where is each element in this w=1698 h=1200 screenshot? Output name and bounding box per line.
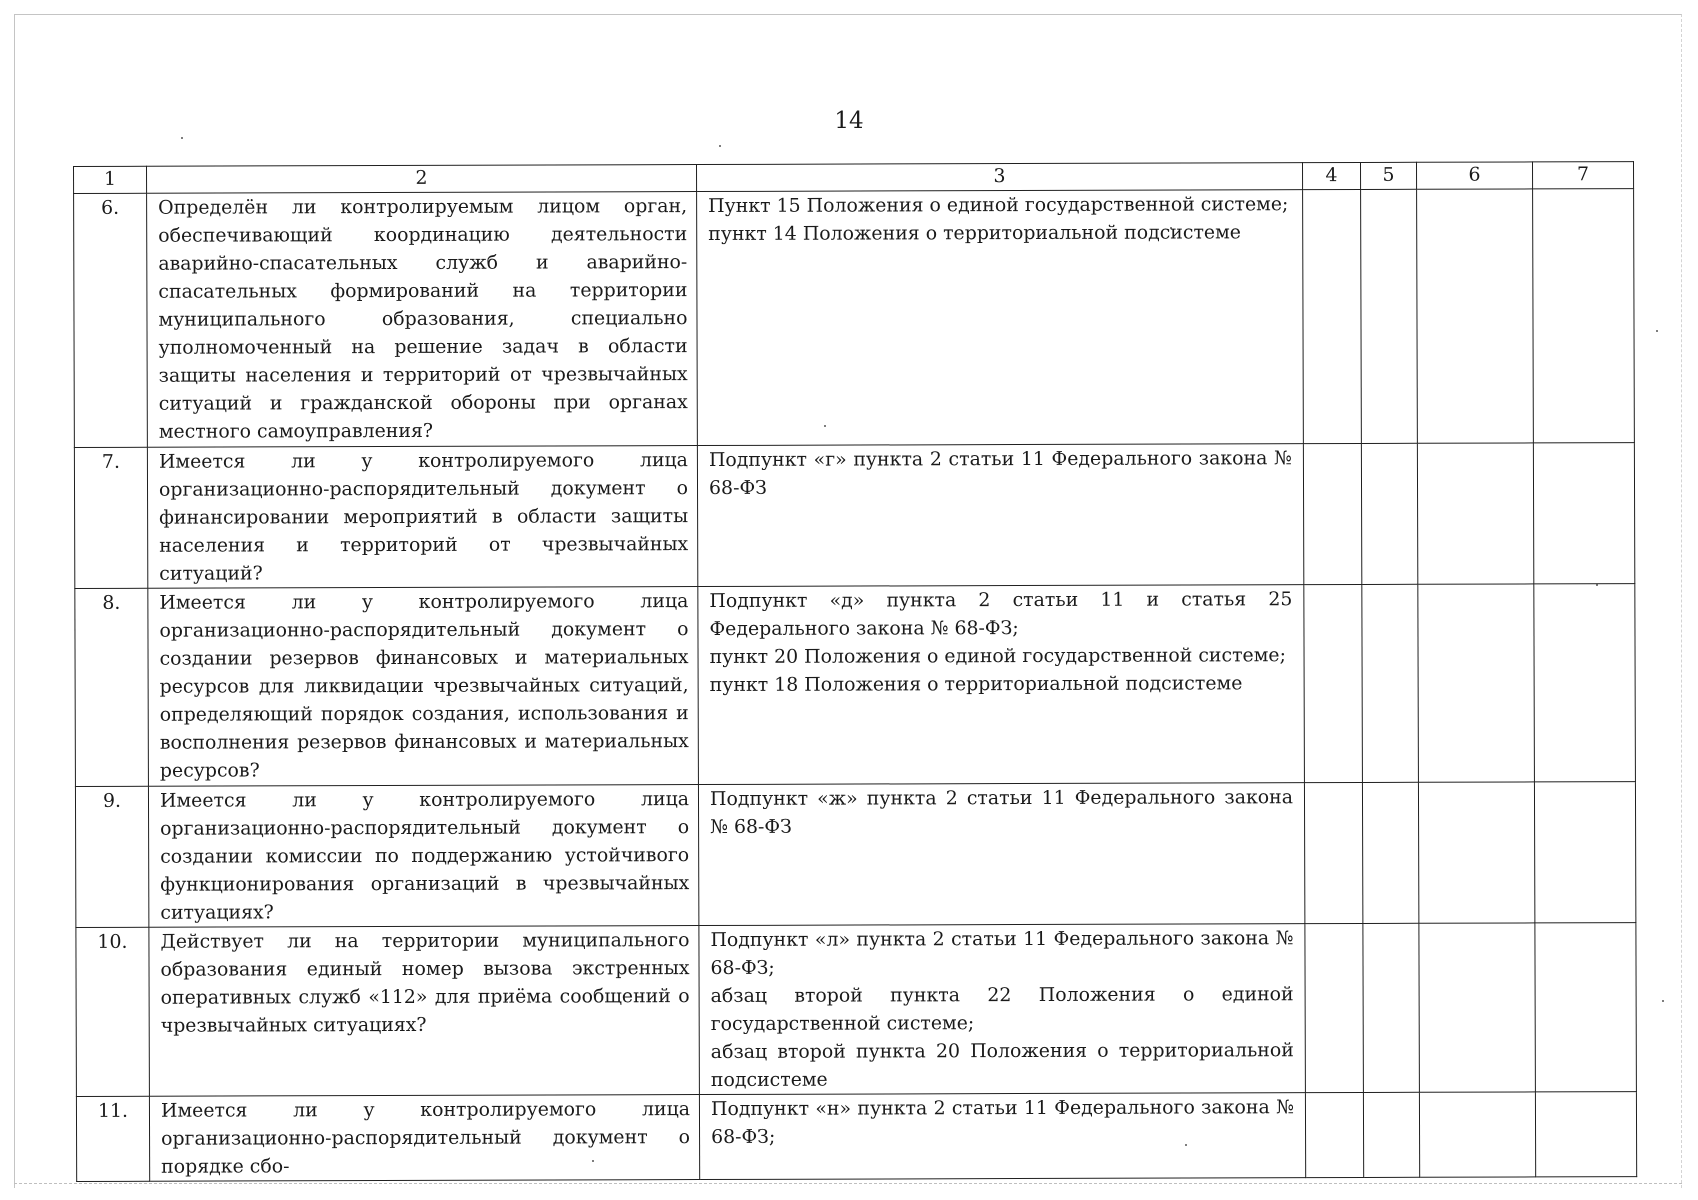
mark-cell-col-4 (1304, 782, 1362, 923)
reference-line: пункт 20 Положения о единой государственной системе; (709, 644, 1286, 669)
page-number: 14 (834, 108, 864, 134)
question-text: Действует ли на территории муниципального образования единый номер вызова экстренных оперативных служб «112» для приёма сообщений о чрезвычайных ситуациях? (149, 926, 700, 1097)
question-text: Имеется ли у контролируемого лица организационно-распорядительный документ о финансировании мероприятий в области защиты населения и территорий от чрезвычайных ситуаций? (147, 446, 697, 589)
legal-reference (698, 585, 1305, 785)
scan-speck (719, 145, 721, 147)
reference-line: Подпункт «ж» пункта 2 статьи 11 Федерального закона № 68-ФЗ (709, 786, 1294, 839)
table-row (76, 1092, 1636, 1182)
mark-cell-col-7 (1533, 443, 1634, 584)
legal-reference (699, 924, 1306, 1095)
mark-cell-col-7 (1533, 189, 1635, 443)
mark-cell-col-5 (1363, 1092, 1419, 1177)
question-text: Имеется ли у контролируемого лица организационно-распорядительный документ о создании резервов финансовых и материальных ресурсов для ликвидации чрезвычайных ситуаций, определяющий порядок создания, использования и восполнения резервов финансовых и материальных ресурсов? (148, 587, 699, 787)
table-row (75, 782, 1635, 928)
mark-cell-col-5 (1361, 443, 1417, 584)
table-row (76, 923, 1637, 1097)
reference-line: Подпункт «л» пункта 2 статьи 11 Федерального закона № 68-ФЗ; (710, 927, 1294, 980)
scan-speck (1662, 1000, 1664, 1002)
reference-line: Подпункт «н» пункта 2 статьи 11 Федерального закона № 68-ФЗ; (710, 1096, 1294, 1149)
column-header: 7 (1532, 162, 1633, 189)
reference-line: Пункт 15 Положения о единой государственной системе; (708, 193, 1289, 218)
mark-cell-col-6 (1417, 189, 1534, 443)
reference-line: пункт 14 Положения о территориальной подсистеме (708, 221, 1241, 246)
mark-cell-col-6 (1419, 923, 1536, 1092)
question-text: Определён ли контролируемым лицом орган, обеспечивающий координацию деятельности аварийно-спасательных служб и аварийно-спасательных формирований на территории муниципального образования, специально уполномоченный на решение задач в области защиты населения и территорий от чрезвычайных ситуаций и гражданской обороны при органах местного самоуправления? (147, 192, 698, 448)
checklist-table (73, 161, 1637, 1182)
column-header: 5 (1360, 162, 1416, 189)
column-header: 4 (1302, 162, 1360, 189)
mark-cell-col-7 (1534, 782, 1635, 923)
column-header: 1 (74, 166, 147, 193)
table-row (75, 584, 1636, 787)
mark-cell-col-5 (1362, 584, 1419, 782)
mark-cell-col-5 (1362, 782, 1418, 923)
scan-speck (1656, 330, 1658, 332)
reference-line: абзац второй пункта 22 Положения о единой государственной системе; (710, 983, 1294, 1036)
column-header: 6 (1416, 162, 1532, 189)
item-number: 6. (74, 193, 148, 447)
mark-cell-col-6 (1417, 443, 1533, 584)
legal-reference (697, 444, 1303, 587)
mark-cell-col-4 (1305, 1092, 1363, 1177)
item-number: 9. (75, 786, 148, 927)
reference-line: Подпункт «г» пункта 2 статьи 11 Федерального закона № 68-ФЗ (708, 447, 1292, 500)
mark-cell-col-7 (1534, 584, 1636, 782)
question-text: Имеется ли у контролируемого лица организационно-распорядительный документ о создании комиссии по поддержанию устойчивого функционирования организаций в чрезвычайных ситуациях? (148, 785, 698, 928)
legal-reference (697, 190, 1304, 446)
reference-line: пункт 18 Положения о территориальной подсистеме (709, 672, 1243, 697)
item-number: 10. (76, 927, 150, 1096)
item-number: 8. (75, 588, 149, 786)
item-number: 11. (76, 1096, 149, 1181)
mark-cell-col-6 (1418, 584, 1535, 782)
reference-line: Подпункт «д» пункта 2 статьи 11 и статья 25 Федерального закона № 68-ФЗ; (709, 588, 1293, 641)
table-row (74, 189, 1635, 448)
mark-cell-col-4 (1303, 189, 1362, 443)
mark-cell-col-4 (1305, 923, 1364, 1092)
question-text: Имеется ли у контролируемого лица организационно-распорядительный документ о порядке сбо- (149, 1095, 699, 1182)
mark-cell-col-7 (1535, 923, 1637, 1092)
mark-cell-col-7 (1535, 1092, 1636, 1177)
page-bottom-edge (14, 1183, 1682, 1184)
item-number: 7. (74, 447, 147, 588)
column-header: 2 (147, 165, 697, 194)
legal-reference (699, 1093, 1305, 1180)
reference-line: абзац второй пункта 20 Положения о территориальной подсистеме (710, 1039, 1294, 1092)
scan-speck (181, 137, 183, 139)
legal-reference (698, 783, 1304, 926)
table-row (74, 443, 1634, 589)
column-header: 3 (696, 163, 1302, 192)
mark-cell-col-6 (1418, 782, 1534, 923)
mark-cell-col-4 (1303, 443, 1361, 584)
mark-cell-col-5 (1363, 923, 1420, 1092)
mark-cell-col-4 (1304, 584, 1363, 782)
mark-cell-col-6 (1419, 1092, 1535, 1177)
mark-cell-col-5 (1361, 189, 1418, 443)
